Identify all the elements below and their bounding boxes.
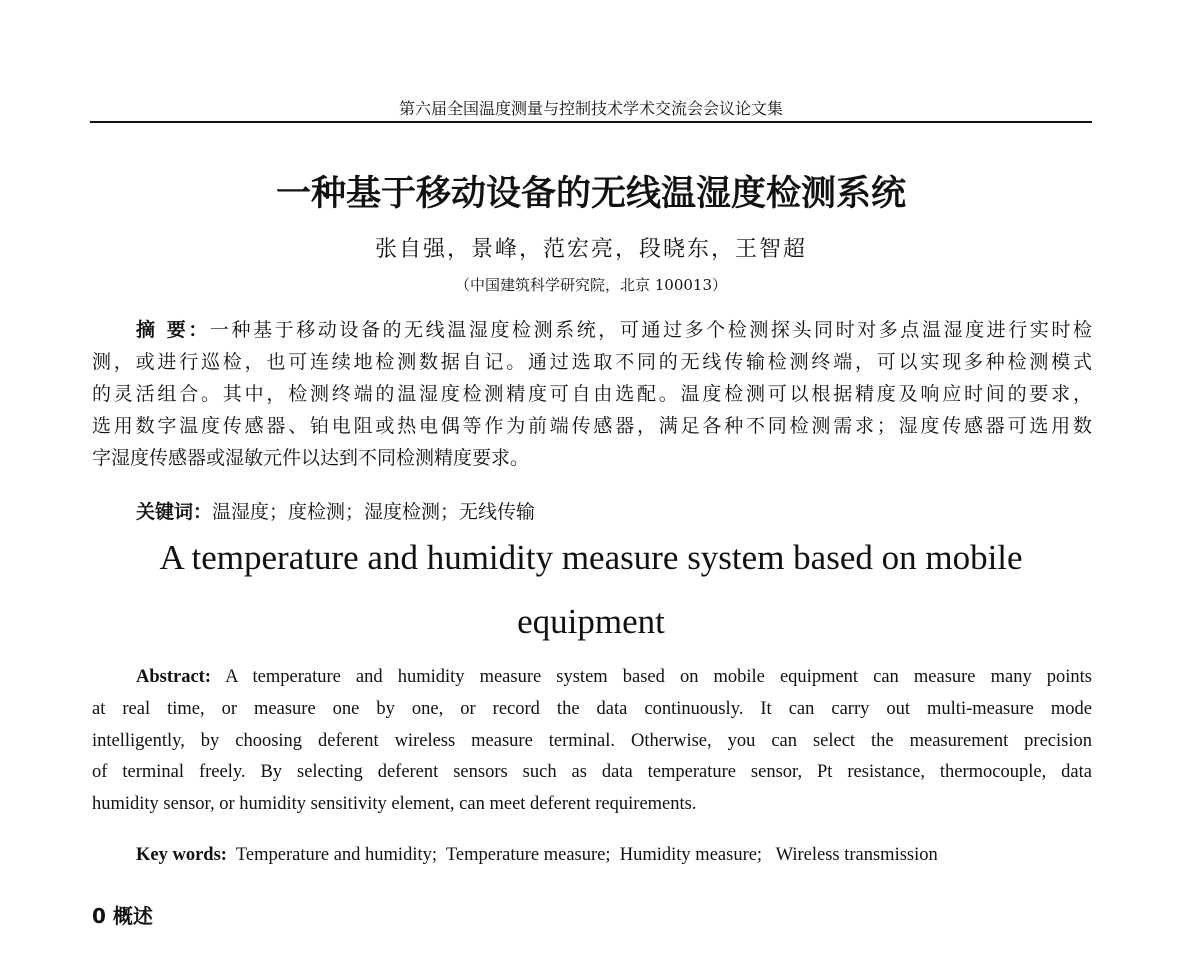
authors: 张自强，景峰，范宏亮，段晓东，王智超 (374, 237, 807, 262)
abstract-cn-label: 摘 要： (136, 319, 210, 341)
affiliation: （中国建筑科学研究院，北京 100013） (454, 276, 728, 294)
keywords-cn: 关键词：温湿度；度检测；湿度检测；无线传输 (136, 501, 536, 523)
abstract-cn-line: 选用数字温度传感器、铂电阻或热电偶等作为前端传感器，满足各种不同检测需求；湿度传感器可选用数 (92, 415, 1092, 437)
abstract-cn-line: 的灵活组合。其中，检测终端的温湿度检测精度可自由选配。温度检测可以根据精度及响应时间的要求， (92, 383, 1092, 405)
title-en-line: equipment (517, 602, 665, 641)
title-cn: 一种基于移动设备的无线温湿度检测系统 (275, 174, 906, 214)
header-rule (90, 121, 1092, 123)
abstract-en-line: at real time, or measure one by one, or record the data continuously. It can carry out multi-measure mode (92, 699, 1092, 719)
abstract-cn-line: 摘 要：一种基于移动设备的无线温湿度检测系统，可通过多个检测探头同时对多点温湿度进行实时检 (136, 319, 1092, 341)
abstract-en-line: of terminal freely. By selecting deferent sensors such as data temperature sensor, Pt resistance, thermocouple, data (92, 762, 1092, 782)
abstract-cn-line: 测，或进行巡检，也可连续地检测数据自记。通过选取不同的无线传输检测终端，可以实现多种检测模式 (92, 351, 1092, 373)
title-en-line: A temperature and humidity measure system based on mobile (159, 538, 1023, 577)
abstract-en-line: humidity sensor, or humidity sensitivity element, can meet deferent requirements. (92, 794, 697, 814)
keywords-en: Key words: Temperature and humidity; Temperature measure; Humidity measure; Wireless transmission (136, 845, 938, 865)
abstract-cn-line: 字湿度传感器或湿敏元件以达到不同检测精度要求。 (92, 447, 530, 469)
abstract-en-line: Abstract: A temperature and humidity measure system based on mobile equipment can measure many points (136, 667, 1093, 687)
running-header: 第六届全国温度测量与控制技术学术交流会会议论文集 (398, 99, 783, 118)
section-heading: 0 概述 (92, 904, 153, 928)
abstract-en-label: Abstract: (136, 667, 212, 687)
abstract-en-line: intelligently, by choosing deferent wireless measure terminal. Otherwise, you can select the measurement precision (92, 731, 1092, 751)
